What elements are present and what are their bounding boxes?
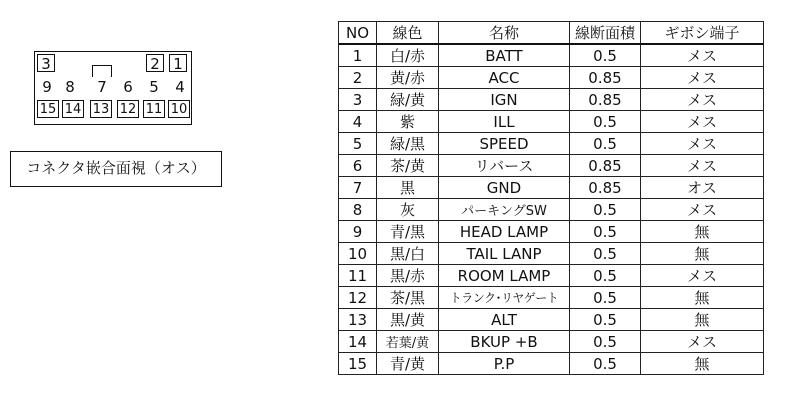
cell-no: 12 bbox=[339, 287, 377, 309]
cell-no: 14 bbox=[339, 331, 377, 353]
pin-3: 3 bbox=[37, 54, 55, 72]
table-row bbox=[339, 331, 764, 353]
cell-name: ACC bbox=[439, 67, 570, 89]
table-row bbox=[339, 287, 764, 309]
table-row bbox=[339, 44, 764, 67]
cell-terminal: メス bbox=[641, 44, 764, 67]
table-row bbox=[339, 89, 764, 111]
cell-name: HEAD LAMP bbox=[439, 221, 570, 243]
pin-7: 7 bbox=[97, 78, 107, 96]
cell-name: ALT bbox=[439, 309, 570, 331]
cell-wire-color: 青/黒 bbox=[377, 221, 439, 243]
cell-wire-color: 緑/黄 bbox=[377, 89, 439, 111]
cell-wire-color: 若葉/黄 bbox=[377, 331, 439, 353]
cell-name: BKUP +B bbox=[439, 331, 570, 353]
cell-no: 3 bbox=[339, 89, 377, 111]
cell-wire-color: 黒/黄 bbox=[377, 309, 439, 331]
table-row bbox=[339, 243, 764, 265]
pin-12: 12 bbox=[117, 100, 139, 118]
cell-no: 13 bbox=[339, 309, 377, 331]
table-row bbox=[339, 155, 764, 177]
cell-terminal: 無 bbox=[641, 309, 764, 331]
header-no: NO bbox=[339, 22, 377, 45]
cell-wire-color: 緑/黒 bbox=[377, 133, 439, 155]
cell-cross-section: 0.85 bbox=[570, 67, 641, 89]
cell-cross-section: 0.5 bbox=[570, 353, 641, 375]
pin-6: 6 bbox=[123, 78, 133, 96]
cell-cross-section: 0.5 bbox=[570, 309, 641, 331]
table-header-row bbox=[339, 22, 764, 45]
cell-wire-color: 灰 bbox=[377, 199, 439, 221]
table-row bbox=[339, 111, 764, 133]
cell-cross-section: 0.5 bbox=[570, 133, 641, 155]
cell-name: P.P bbox=[439, 353, 570, 375]
header-name: 名称 bbox=[439, 22, 570, 45]
cell-cross-section: 0.5 bbox=[570, 243, 641, 265]
cell-cross-section: 0.5 bbox=[570, 44, 641, 67]
cell-terminal: 無 bbox=[641, 243, 764, 265]
cell-name: TAIL LANP bbox=[439, 243, 570, 265]
cell-cross-section: 0.5 bbox=[570, 111, 641, 133]
cell-wire-color: 茶/黒 bbox=[377, 287, 439, 309]
cell-terminal: メス bbox=[641, 133, 764, 155]
cell-name: IGN bbox=[439, 89, 570, 111]
pin-10: 10 bbox=[168, 100, 190, 118]
connector-view-label: コネクタ嵌合面視（オス） bbox=[10, 151, 222, 187]
cell-name: トランク･リヤゲート bbox=[439, 287, 570, 309]
cell-no: 9 bbox=[339, 221, 377, 243]
cell-cross-section: 0.85 bbox=[570, 155, 641, 177]
header-wire-color: 線色 bbox=[377, 22, 439, 45]
cell-name: ILL bbox=[439, 111, 570, 133]
cell-wire-color: 白/赤 bbox=[377, 44, 439, 67]
pinout-table bbox=[338, 21, 764, 375]
table-row bbox=[339, 177, 764, 199]
cell-terminal: メス bbox=[641, 155, 764, 177]
cell-cross-section: 0.5 bbox=[570, 265, 641, 287]
table-row bbox=[339, 221, 764, 243]
cell-terminal: 無 bbox=[641, 287, 764, 309]
cell-no: 5 bbox=[339, 133, 377, 155]
cell-terminal: 無 bbox=[641, 353, 764, 375]
pin-2: 2 bbox=[146, 54, 164, 72]
table-row bbox=[339, 199, 764, 221]
cell-terminal: メス bbox=[641, 265, 764, 287]
header-cross-section: 線断面積 bbox=[570, 22, 641, 45]
table-row bbox=[339, 353, 764, 375]
cell-no: 10 bbox=[339, 243, 377, 265]
connector-key bbox=[92, 65, 112, 77]
pin-8: 8 bbox=[65, 78, 75, 96]
cell-name: SPEED bbox=[439, 133, 570, 155]
cell-terminal: メス bbox=[641, 199, 764, 221]
cell-cross-section: 0.85 bbox=[570, 177, 641, 199]
pin-15: 15 bbox=[37, 100, 59, 118]
cell-cross-section: 0.5 bbox=[570, 199, 641, 221]
cell-terminal: 無 bbox=[641, 221, 764, 243]
cell-no: 6 bbox=[339, 155, 377, 177]
cell-wire-color: 黒/白 bbox=[377, 243, 439, 265]
pin-5: 5 bbox=[149, 78, 159, 96]
cell-wire-color: 黄/赤 bbox=[377, 67, 439, 89]
cell-name: GND bbox=[439, 177, 570, 199]
cell-no: 4 bbox=[339, 111, 377, 133]
pin-13: 13 bbox=[90, 100, 112, 118]
cell-wire-color: 黒 bbox=[377, 177, 439, 199]
table-row bbox=[339, 67, 764, 89]
cell-cross-section: 0.5 bbox=[570, 331, 641, 353]
table-row bbox=[339, 265, 764, 287]
header-terminal: ギボシ端子 bbox=[641, 22, 764, 45]
cell-name: ROOM LAMP bbox=[439, 265, 570, 287]
pin-14: 14 bbox=[62, 100, 84, 118]
cell-no: 8 bbox=[339, 199, 377, 221]
pin-4: 4 bbox=[175, 78, 185, 96]
cell-terminal: メス bbox=[641, 331, 764, 353]
cell-name: リバース bbox=[439, 155, 570, 177]
cell-cross-section: 0.85 bbox=[570, 89, 641, 111]
cell-name: パーキングSW bbox=[439, 199, 570, 221]
cell-terminal: メス bbox=[641, 111, 764, 133]
cell-no: 1 bbox=[339, 44, 377, 67]
cell-terminal: メス bbox=[641, 89, 764, 111]
cell-name: BATT bbox=[439, 44, 570, 67]
cell-wire-color: 黒/赤 bbox=[377, 265, 439, 287]
cell-wire-color: 青/黄 bbox=[377, 353, 439, 375]
table-row bbox=[339, 309, 764, 331]
cell-terminal: メス bbox=[641, 67, 764, 89]
cell-wire-color: 茶/黄 bbox=[377, 155, 439, 177]
pin-9: 9 bbox=[42, 78, 52, 96]
cell-no: 2 bbox=[339, 67, 377, 89]
pin-1: 1 bbox=[169, 54, 187, 72]
cell-terminal: オス bbox=[641, 177, 764, 199]
cell-cross-section: 0.5 bbox=[570, 221, 641, 243]
cell-no: 7 bbox=[339, 177, 377, 199]
cell-no: 15 bbox=[339, 353, 377, 375]
cell-cross-section: 0.5 bbox=[570, 287, 641, 309]
table-row bbox=[339, 133, 764, 155]
pin-11: 11 bbox=[143, 100, 165, 118]
connector-diagram bbox=[34, 51, 192, 125]
cell-wire-color: 紫 bbox=[377, 111, 439, 133]
cell-no: 11 bbox=[339, 265, 377, 287]
